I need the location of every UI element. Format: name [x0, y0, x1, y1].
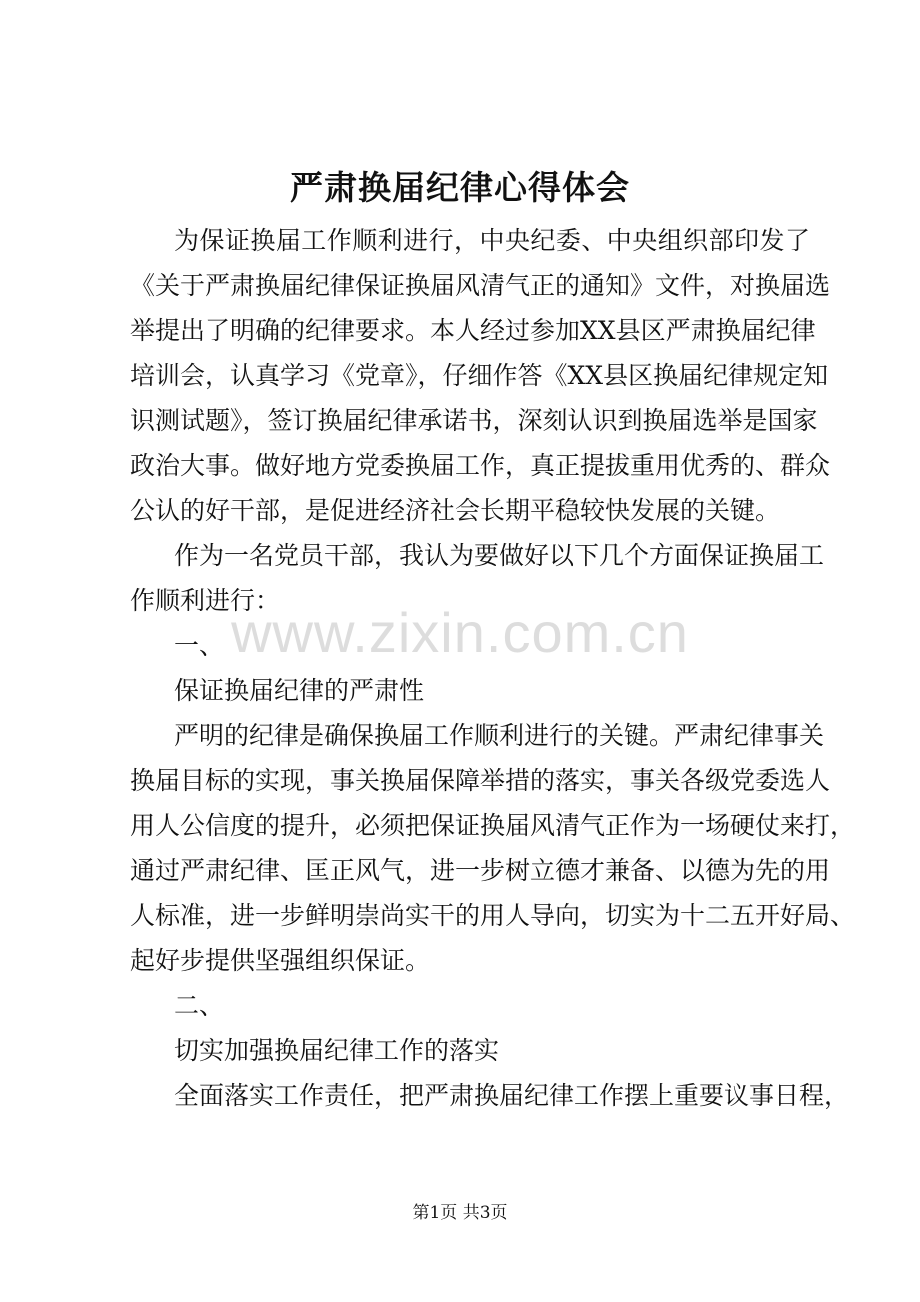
- text-line: 为保证换届工作顺利进行，中央纪委、中央组织部印发了: [174, 226, 810, 255]
- text-line: 《关于严肃换届纪律保证换届风清气正的通知》文件，对换届选: [130, 271, 831, 300]
- section-number: 一、: [174, 631, 225, 660]
- text-line: 用人公信度的提升，必须把保证换届风清气正作为一场硬仗来打，: [130, 811, 856, 840]
- watermark: www.zixin.com.cn: [231, 601, 689, 664]
- text-line: 全面落实工作责任，把严肃换届纪律工作摆上重要议事日程，: [174, 1081, 850, 1110]
- document-title: 严肃换届纪律心得体会: [290, 168, 630, 207]
- text-line: 作为一名党员干部，我认为要做好以下几个方面保证换届工: [174, 541, 825, 570]
- text-line: 公认的好干部，是促进经济社会长期平稳较快发展的关键。: [130, 496, 781, 525]
- text-line: 作顺利进行：: [130, 586, 281, 615]
- text-line: 政治大事。做好地方党委换届工作，真正提拔重用优秀的、群众: [130, 451, 831, 480]
- section-heading: 切实加强换届纪律工作的落实: [174, 1036, 500, 1065]
- text-line: 起好步提供坚强组织保证。: [130, 946, 431, 975]
- text-line: 举提出了明确的纪律要求。本人经过参加XX县区严肃换届纪律: [130, 316, 816, 345]
- text-line: 严明的纪律是确保换届工作顺利进行的关键。严肃纪律事关: [174, 721, 825, 750]
- section-number: 二、: [174, 991, 225, 1020]
- section-heading: 保证换届纪律的严肃性: [174, 676, 425, 705]
- page-footer: 第1页 共3页: [412, 1203, 508, 1223]
- text-line: 培训会，认真学习《党章》，仔细作答《XX县区换届纪律规定知: [130, 361, 829, 390]
- text-line: 换届目标的实现，事关换届保障举措的落实，事关各级党委选人: [130, 766, 831, 795]
- text-line: 识测试题》，签订换届纪律承诺书，深刻认识到换届选举是国家: [130, 406, 818, 435]
- document-body: [130, 218, 856, 1118]
- text-line: 人标准，进一步鲜明崇尚实干的用人导向，切实为十二五开好局、: [130, 901, 856, 930]
- text-line: 通过严肃纪律、匡正风气，进一步树立德才兼备、以德为先的用: [130, 856, 831, 885]
